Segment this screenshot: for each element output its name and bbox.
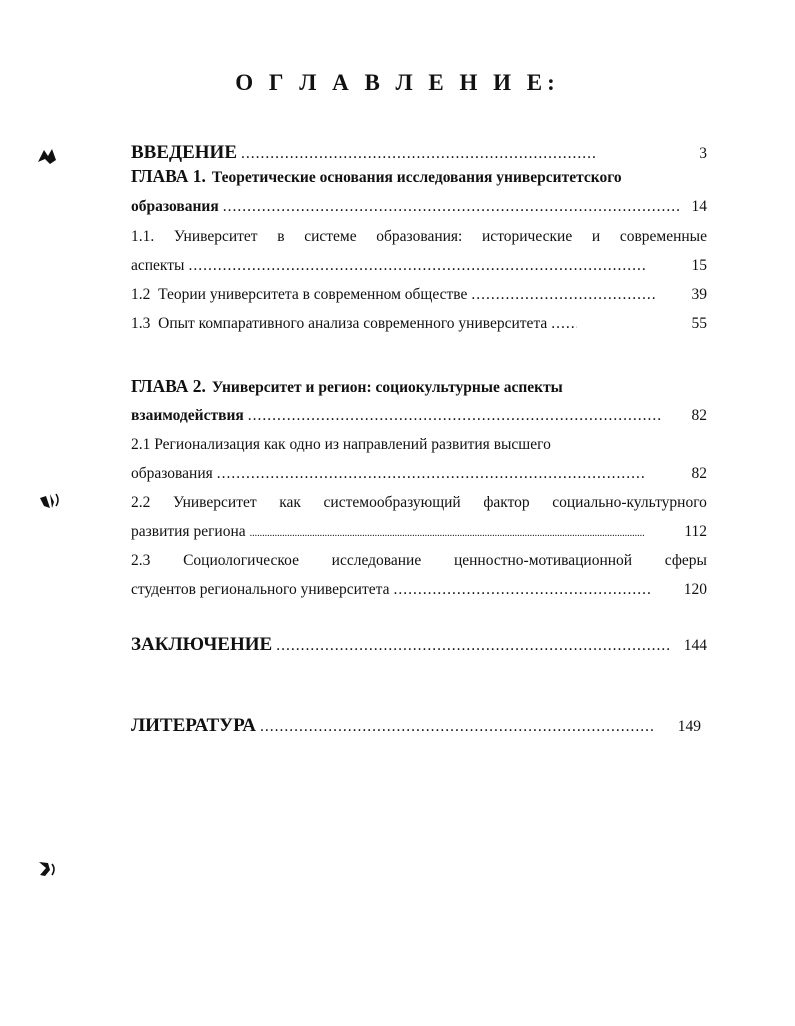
toc-label: взаимодействия [131, 407, 244, 424]
toc-page-number: 144 [683, 637, 707, 654]
toc-section-2-3-line [131, 551, 707, 571]
toc-label: студентов регионального университета [131, 581, 390, 598]
toc-section-1-1-line [131, 227, 707, 247]
toc-section-2-2-line [131, 493, 707, 513]
toc-word: в [277, 228, 285, 245]
toc-page-number: 3 [699, 145, 707, 162]
toc-leader [188, 256, 645, 276]
toc-label: ВВЕДЕНИЕ [131, 142, 237, 163]
toc-word: фактор [483, 494, 530, 511]
toc-leader [241, 144, 597, 164]
toc-label: 1.3 Опыт компаративного анализа современного университета [131, 315, 548, 332]
toc-entry-introduction [131, 143, 707, 164]
toc-word: сферы [664, 552, 707, 569]
toc-entry-section-1-2 [131, 285, 707, 305]
toc-word: системообразующий [323, 494, 461, 511]
toc-word: как [279, 494, 301, 511]
toc-entry-section-2-1 [131, 464, 707, 484]
toc-label: развития региона [131, 523, 246, 540]
toc-label: ЗАКЛЮЧЕНИЕ [131, 634, 273, 655]
toc-label: аспекты [131, 257, 185, 274]
toc-chapter-1-heading [131, 166, 707, 188]
toc-page-number: 149 [677, 718, 701, 735]
toc-word: Университет [172, 494, 257, 511]
toc-label: образования [131, 465, 213, 482]
toc-page-number: 82 [691, 465, 707, 482]
toc-leader [250, 524, 645, 544]
toc-entry-section-1-3 [131, 314, 707, 334]
toc-entry-conclusion [131, 635, 707, 656]
toc-section-2-1-line [131, 435, 707, 455]
toc-label: ЛИТЕРАТУРА [131, 715, 257, 736]
toc-word: ценностно-мотивационной [453, 552, 633, 569]
toc-page-number: 39 [691, 286, 707, 303]
toc-chapter-number: ГЛАВА 2. [131, 376, 206, 396]
toc-word: исторические [482, 228, 573, 245]
toc-word: и [591, 228, 601, 245]
scan-mark [36, 146, 58, 168]
toc-entry-chapter-2 [131, 406, 707, 426]
toc-page-number: 14 [691, 198, 707, 215]
toc-label: 1.2 Теории университета в современном обществе [131, 286, 468, 303]
toc-entry-section-1-1 [131, 256, 707, 276]
toc-leader [248, 406, 661, 426]
toc-word: 2.2 [131, 494, 151, 511]
toc-word: образования: [376, 228, 463, 245]
toc-leader [471, 285, 655, 305]
toc-word: системе [304, 228, 357, 245]
toc-chapter-2-heading [131, 376, 707, 398]
toc-word: 1.1. [131, 228, 155, 245]
toc-word: социально-культурного [552, 494, 707, 511]
toc-leader [217, 464, 645, 484]
toc-leader [551, 314, 577, 334]
page-title: О Г Л А В Л Е Н И Е: [235, 70, 560, 95]
toc-chapter-title: Теоретические основания исследования университетского [211, 169, 622, 186]
toc-word: 2.3 [131, 552, 151, 569]
toc-leader [393, 580, 649, 600]
toc-word: современные [619, 228, 707, 245]
toc-page-number: 112 [684, 523, 707, 540]
toc-leader [260, 717, 654, 737]
toc-chapter-number: ГЛАВА 1. [131, 166, 206, 186]
toc-leader [223, 197, 681, 217]
toc-word: Университет [173, 228, 258, 245]
scan-mark [36, 858, 58, 880]
toc-label: образования [131, 198, 219, 215]
toc-leader [276, 636, 670, 656]
toc-page-number: 82 [691, 407, 707, 424]
toc-page-number: 120 [683, 581, 707, 598]
toc-label: 2.1 Регионализация как одно из направлений развития высшего [131, 436, 551, 453]
toc-entry-section-2-2 [131, 522, 707, 544]
toc-entry-chapter-1 [131, 197, 707, 217]
scan-mark [38, 490, 60, 512]
toc-word: Социологическое [183, 552, 299, 569]
toc-word: исследование [331, 552, 422, 569]
toc-entry-section-2-3 [131, 580, 707, 600]
toc-page-number: 15 [691, 257, 707, 274]
toc-page-number: 55 [691, 315, 707, 332]
toc-entry-literature [131, 716, 701, 737]
toc-chapter-title: Университет и регион: социокультурные аспекты [211, 379, 563, 396]
